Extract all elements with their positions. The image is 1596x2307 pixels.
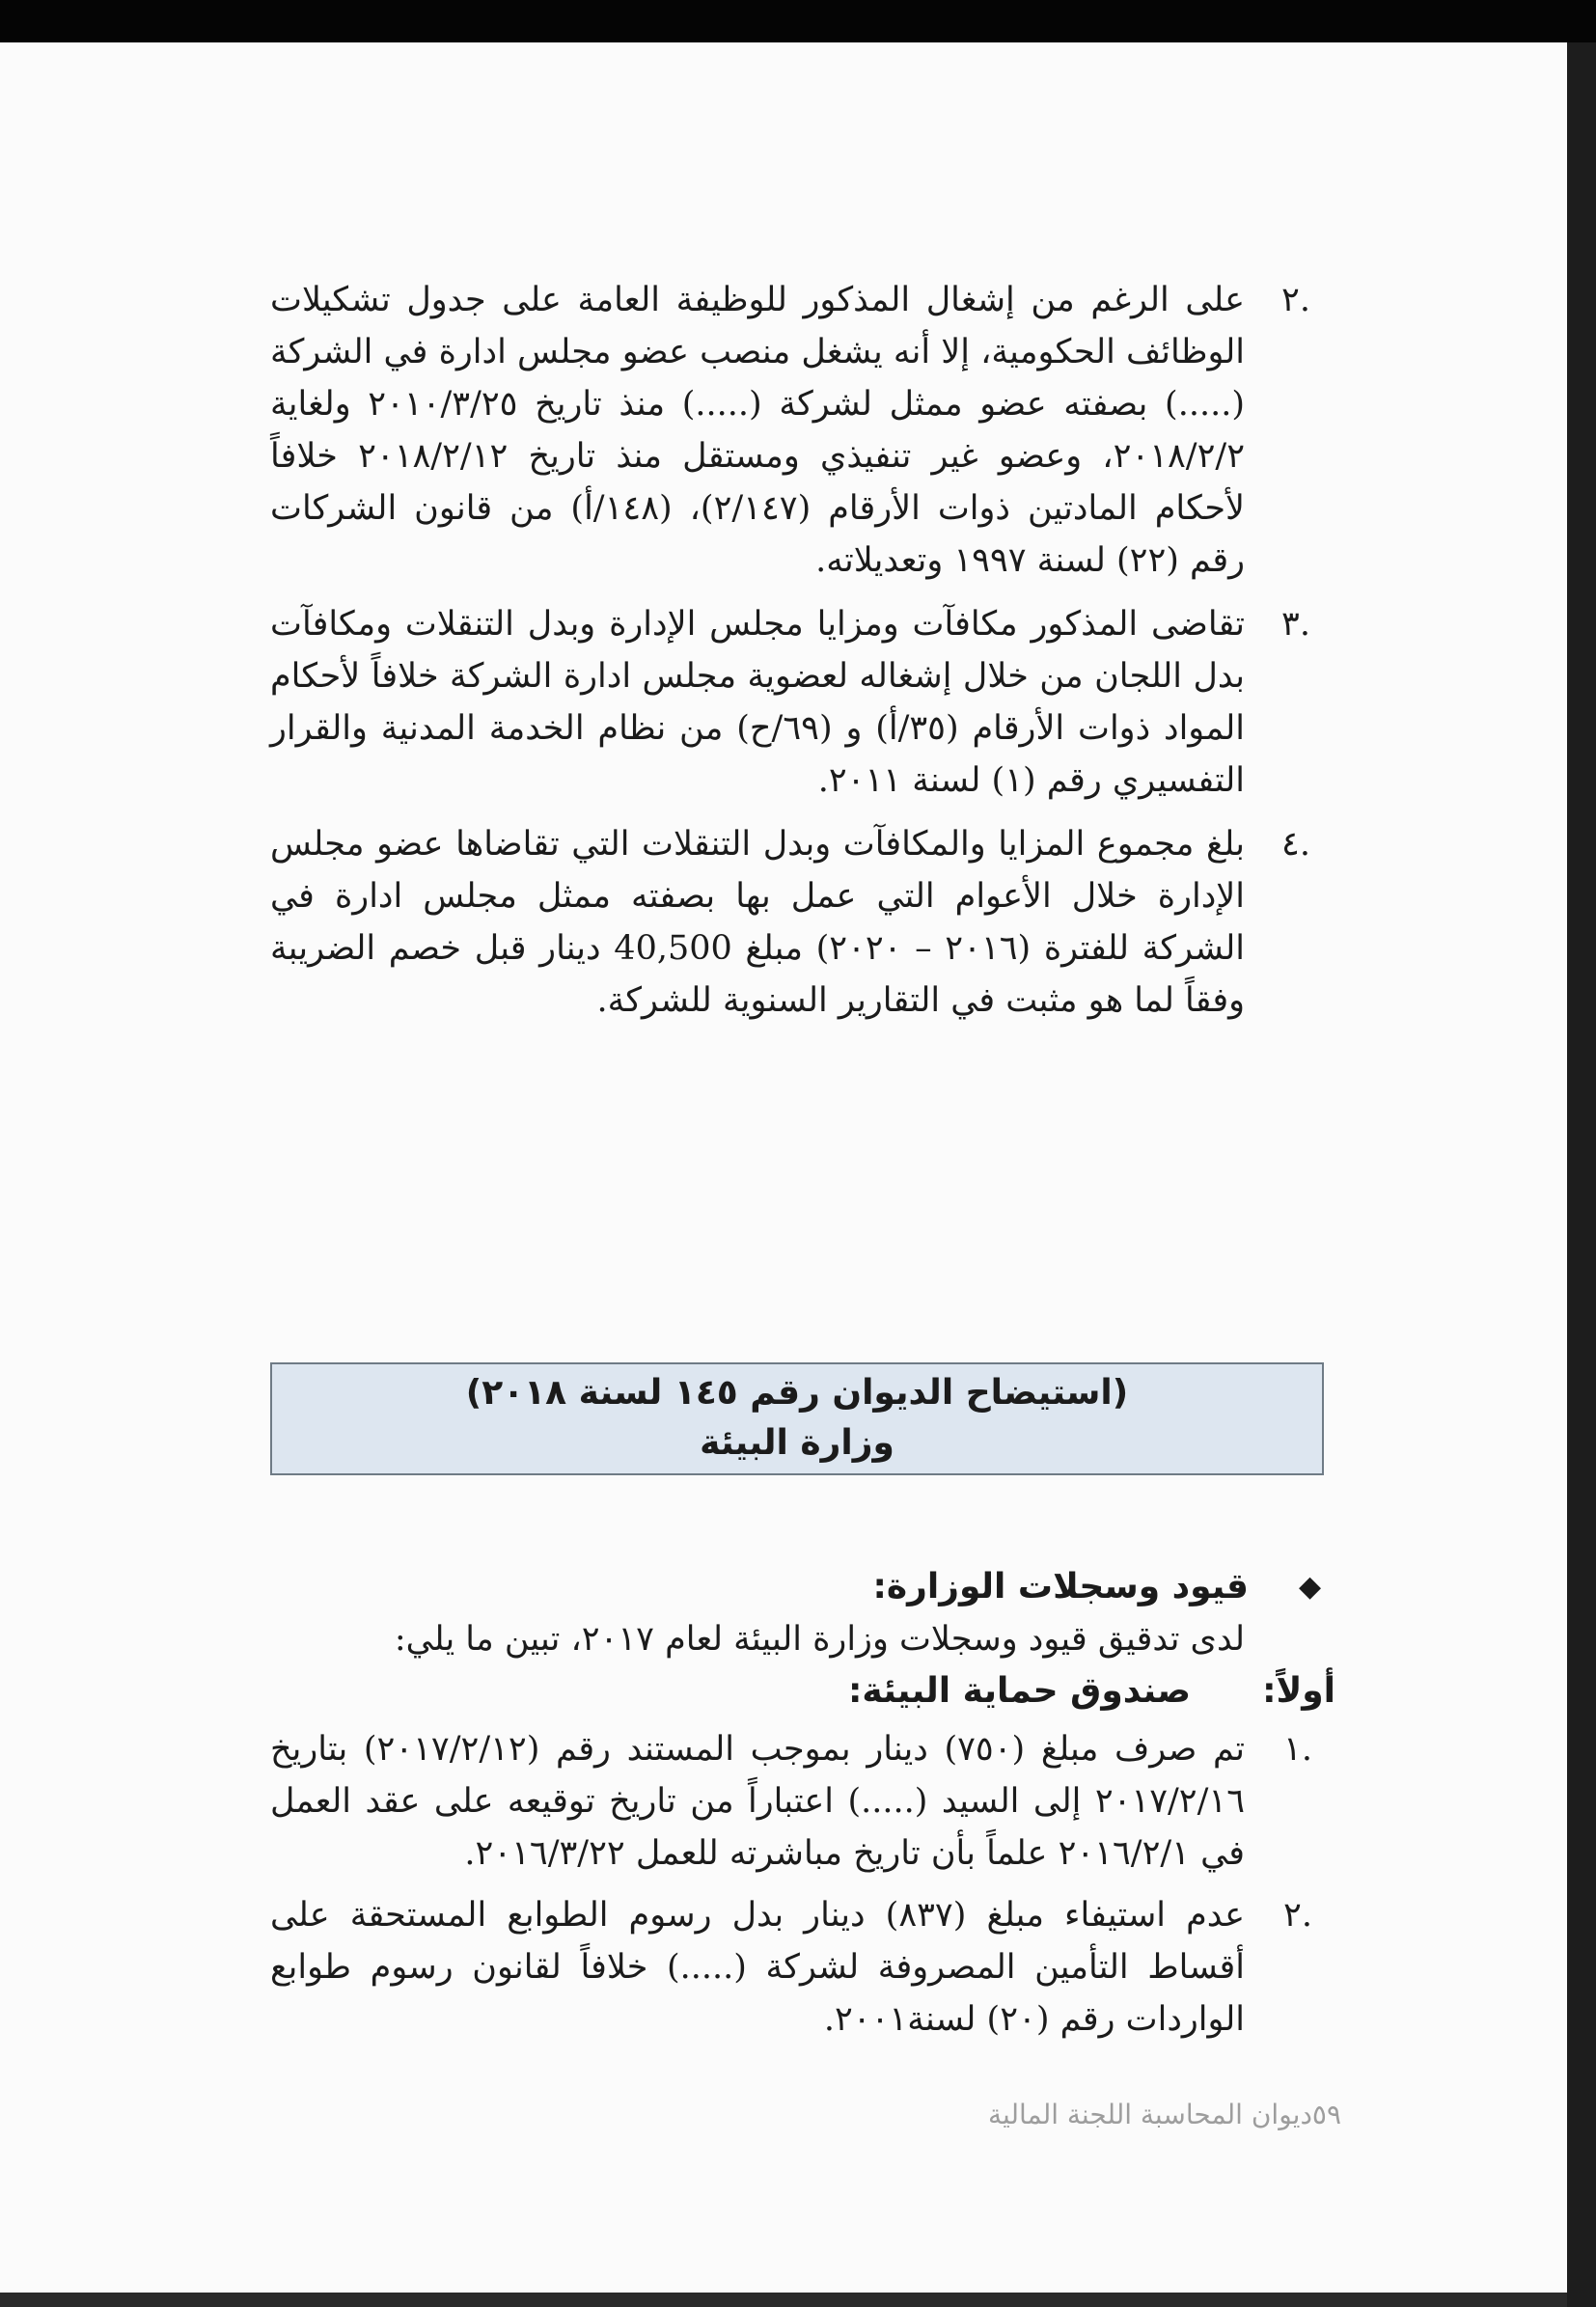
ministry-title: وزارة البيئة — [700, 1423, 894, 1463]
paragraph-item-2b — [270, 1889, 1245, 2046]
scan-bottom-border — [0, 2293, 1567, 2307]
footer-text: ديوان المحاسبة اللجنة المالية — [987, 2099, 1312, 2130]
paragraph-item-4 — [270, 818, 1245, 1027]
paragraph-item-3 — [270, 598, 1245, 807]
item-number: .٢ — [1281, 281, 1310, 319]
scan-right-border — [1567, 42, 1596, 2307]
item-number: .٤ — [1281, 825, 1310, 864]
intro-text: لدى تدقيق قيود وسجلات وزارة البيئة لعام ٢٠١٧، تبين ما يلي: — [394, 1620, 1245, 1659]
item-number: .٣ — [1281, 605, 1310, 644]
item-number: .٢ — [1283, 1896, 1312, 1935]
paragraph-text: على الرغم من إشغال المذكور للوظيفة العامة على جدول تشكيلات الوظائف الحكومية، إلا أنه يشغل منصب عضو مجلس ادارة في الشركة (.....) بصفته عضو ممثل لشركة (.....) منذ تاريخ ٢٠١٠/٣/٢٥ ولغاية ٢٠١٨/٢/٢، وعضو غير تنفيذي ومستقل منذ تاريخ ٢٠١٨/٢/١٢ خلافاً لأحكام المادتين ذوات الأرقام (٢/١٤٧)، (١٤٨/أ) من قانون الشركات رقم (٢٢) لسنة ١٩٩٧ وتعديلاته. — [270, 281, 1245, 580]
scan-top-border — [0, 0, 1596, 42]
diamond-bullet-icon: ◆ — [1299, 1570, 1322, 1604]
item-number: .١ — [1283, 1730, 1312, 1769]
first-label: أولاً: — [1262, 1671, 1335, 1711]
sub-heading: صندوق حماية البيئة: — [847, 1671, 1191, 1711]
paragraph-text: بلغ مجموع المزايا والمكافآت وبدل التنقلات التي تقاضاها عضو مجلس الإدارة خلال الأعوام التي عمل بها بصفته ممثل مجلس ادارة في الشركة للفترة (٢٠١٦ – ٢٠٢٠) مبلغ 40,500 دينار قبل خصم الضريبة وفقاً لما هو مثبت في التقارير السنوية للشركة. — [270, 825, 1245, 1020]
paragraph-text: عدم استيفاء مبلغ (٨٣٧) دينار بدل رسوم الطوابع المستحقة على أقساط التأمين المصروفة لشركة (.....) خلافاً لقانون رسوم طوابع الواردات رقم (٢٠) لسنة٢٠٠١. — [270, 1896, 1245, 2039]
section-heading: قيود وسجلات الوزارة: — [872, 1567, 1249, 1607]
inquiry-title: (استيضاح الديوان رقم ١٤٥ لسنة ٢٠١٨) — [465, 1373, 1129, 1413]
page-footer — [830, 2096, 1341, 2134]
paragraph-text: تم صرف مبلغ (٧٥٠) دينار بموجب المستند رقم (٢٠١٧/٢/١٢) بتاريخ ٢٠١٧/٢/١٦ إلى السيد (.....) اعتباراً من تاريخ توقيعه على عقد العمل في ٢٠١٦/٢/١ علماً بأن تاريخ مباشرته للعمل ٢٠١٦/٣/٢٢. — [270, 1730, 1246, 1873]
page-number: ٥٩ — [1311, 2099, 1341, 2130]
inquiry-title-box — [270, 1362, 1324, 1475]
paragraph-item-1 — [270, 1723, 1245, 1880]
intro-paragraph — [328, 1613, 1245, 1665]
paragraph-item-2 — [270, 274, 1245, 587]
paragraph-text: تقاضى المذكور مكافآت ومزايا مجلس الإدارة وبدل التنقلات ومكافآت بدل اللجان من خلال إشغاله لعضوية مجلس ادارة الشركة خلافاً لأحكام المواد ذوات الأرقام (٣٥/أ) و (٦٩/ح) من نظام الخدمة المدنية والقرار التفسيري رقم (١) لسنة ٢٠١١. — [270, 605, 1246, 800]
